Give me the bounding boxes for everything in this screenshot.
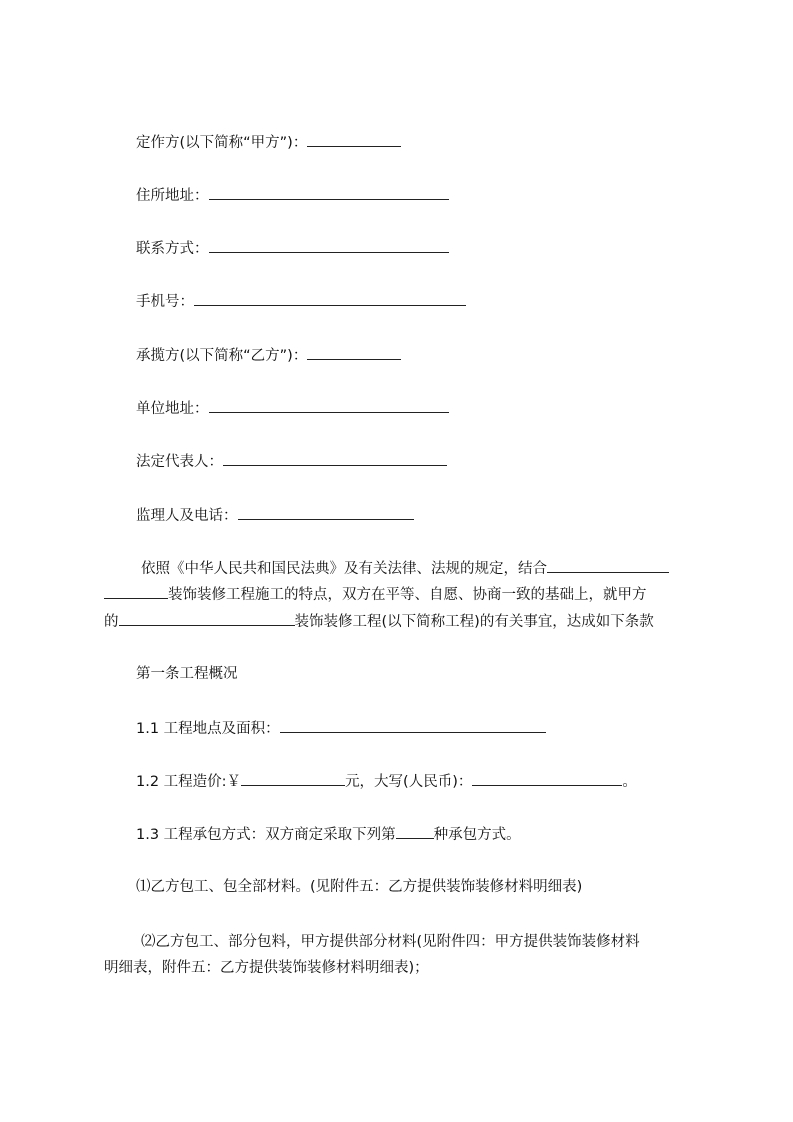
supervisor-label: 监理人及电话： [136,508,238,524]
contact-line [136,238,449,258]
legal-rep-line [136,451,447,471]
residence-blank [209,185,449,200]
option-2-line-2: 明细表，附件五：乙方提供装饰装修材料明细表)； [104,960,429,976]
item-1-2-label-2: 元，大写(人民币)： [345,774,473,790]
item-1-2-amount-blank [241,771,345,786]
mobile-label: 手机号： [136,294,194,310]
item-1-3-blank [396,824,434,839]
preamble-blank-2 [119,611,295,626]
preamble-part2: 装饰装修工程施工的特点，双方在平等、自愿、协商一致的基础上，就甲方 [168,587,647,603]
item-1-3-label-2: 种承包方式。 [433,827,521,843]
supervisor-blank [238,505,414,520]
party-b-blank [307,345,401,360]
party-b-line [136,345,401,365]
item-1-2-label: 1.2 工程造价:￥ [136,774,242,790]
party-b-label: 承揽方(以下简称“乙方”)： [136,348,308,364]
preamble-line-3 [104,611,654,632]
company-address-blank [209,398,449,413]
item-1-1-line [136,718,546,738]
residence-line [136,185,449,205]
legal-rep-blank [223,451,447,466]
article1-title: 第一条工程概况 [136,666,238,682]
item-1-2-end: 。 [622,774,637,790]
item-1-1-blank [280,718,546,733]
preamble-line-2 [104,584,647,605]
preamble-part4: 装饰装修工程(以下简称工程)的有关事宜，达成如下条款 [294,614,654,630]
preamble-blank-1 [547,558,669,573]
preamble-part1: 依照《中华人民共和国民法典》及有关法律、法规的规定，结合 [141,561,547,577]
party-a-label: 定作方(以下简称“甲方”)： [136,135,308,151]
preamble-line-1 [141,558,669,579]
residence-label: 住所地址： [136,188,209,204]
contact-label: 联系方式： [136,241,209,257]
item-1-3-label: 1.3 工程承包方式：双方商定采取下列第 [136,827,396,843]
item-1-2-line [136,771,637,791]
company-address-line [136,398,449,418]
option-1: ⑴乙方包工、包全部材料。(见附件五：乙方提供装饰装修材料明细表) [136,879,583,895]
party-a-blank [307,132,401,147]
item-1-3-line [136,824,521,844]
contact-blank [209,238,449,253]
item-1-1-label: 1.1 工程地点及面积： [136,721,280,737]
mobile-blank [194,291,466,306]
party-a-line [136,132,401,152]
legal-rep-label: 法定代表人： [136,454,223,470]
option-2-line-1: ⑵乙方包工、部分包料，甲方提供部分材料(见附件四：甲方提供装饰装修材料 [141,934,640,950]
preamble-part3: 的 [104,614,119,630]
item-1-2-words-blank [472,771,622,786]
preamble-blank-1-cont [104,584,168,599]
supervisor-line [136,505,414,525]
mobile-line [136,291,466,311]
company-address-label: 单位地址： [136,401,209,417]
